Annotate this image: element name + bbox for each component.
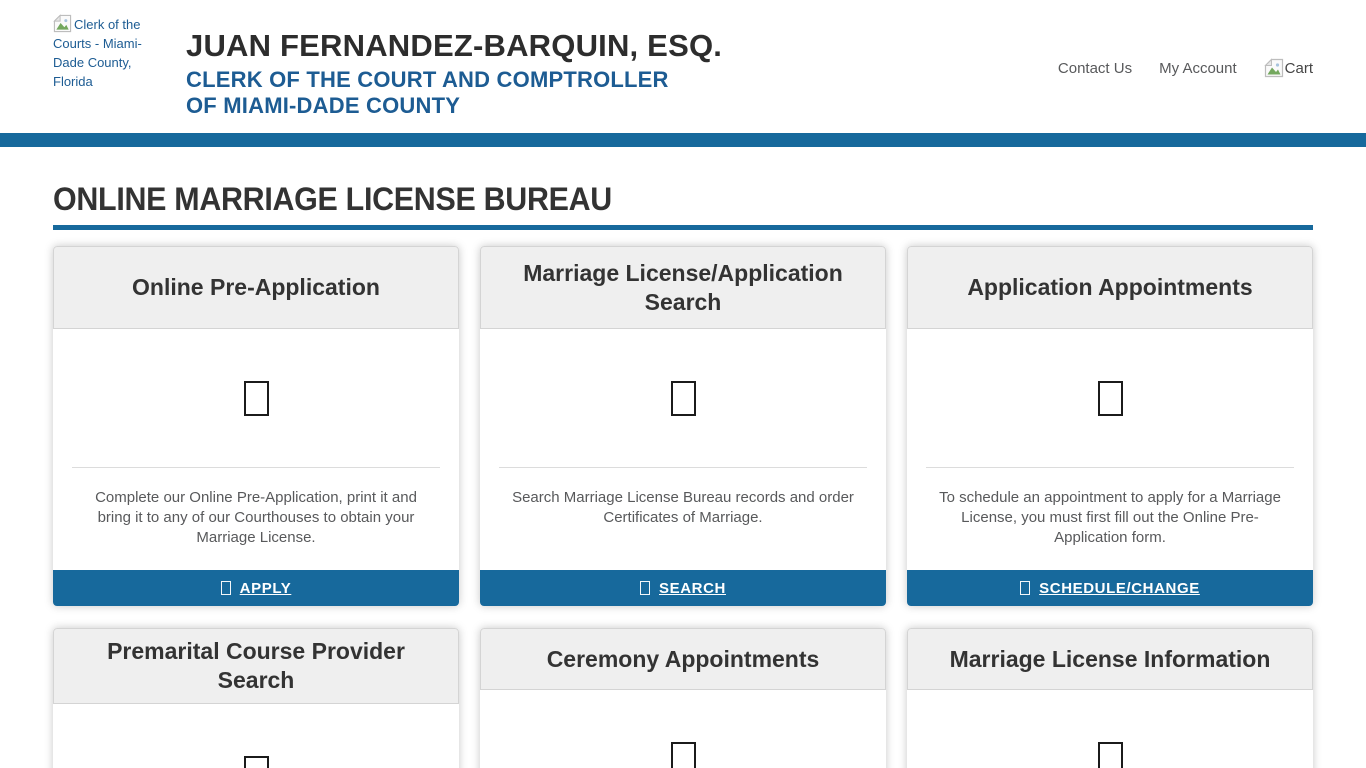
- site-header: [0, 0, 1366, 133]
- broken-image-icon: [1264, 58, 1284, 78]
- card-icon-area: [907, 329, 1313, 467]
- clerk-logo-broken-image[interactable]: [53, 14, 163, 91]
- card-grid: [53, 246, 1313, 768]
- card-application-appointments: [907, 246, 1313, 606]
- card-header: [53, 628, 459, 704]
- apply-button[interactable]: [53, 570, 459, 606]
- card-title: Premarital Course Provider Search: [107, 638, 405, 693]
- card-title: Marriage License/Application Search: [523, 259, 843, 315]
- card-description: To schedule an appointment to apply for a Marriage License, you must first fill out the Online Pre-Application form.: [939, 489, 1281, 546]
- card-title: Application Appointments: [967, 274, 1253, 300]
- card-title: Ceremony Appointments: [546, 645, 820, 672]
- contact-us-link[interactable]: Contact Us: [1057, 59, 1133, 77]
- cart-label: Cart: [1284, 59, 1313, 77]
- my-account-link[interactable]: My Account: [1159, 59, 1237, 77]
- search-link[interactable]: SEARCH: [659, 579, 726, 597]
- card-header: [907, 246, 1313, 329]
- missing-glyph-icon: [671, 381, 696, 416]
- card-description: Complete our Online Pre-Application, print it and bring it to any of our Courthouses to obtain your Marriage License.: [95, 489, 417, 546]
- subtitle-line-2: OF MIAMI-DADE COUNTY: [186, 93, 461, 118]
- card-header: [53, 246, 459, 329]
- header-nav: [1058, 58, 1313, 78]
- broken-image-icon: [53, 14, 72, 33]
- card-marriage-license-search: [480, 246, 886, 606]
- page-title-underline: [53, 225, 1313, 230]
- card-ceremony-appointments: [480, 628, 886, 768]
- header-accent-bar: [0, 133, 1366, 147]
- card-premarital-course-provider-search: [53, 628, 459, 768]
- subtitle-line-1: CLERK OF THE COURT AND COMPTROLLER: [186, 67, 669, 92]
- clerk-name-title: JUAN FERNANDEZ-BARQUIN, ESQ.: [186, 28, 723, 63]
- missing-glyph-icon: [640, 581, 650, 595]
- missing-glyph-icon: [1098, 381, 1123, 416]
- card-header: [480, 628, 886, 690]
- card-icon-area: [907, 690, 1313, 768]
- missing-glyph-icon: [244, 381, 269, 416]
- card-icon-area: [480, 329, 886, 467]
- missing-glyph-icon: [1098, 742, 1123, 768]
- card-icon-area: [480, 690, 886, 768]
- apply-link[interactable]: APPLY: [239, 579, 292, 597]
- cart-link[interactable]: [1264, 58, 1313, 78]
- page-title: ONLINE MARRIAGE LICENSE BUREAU: [53, 181, 612, 217]
- card-title: Online Pre-Application: [132, 274, 380, 300]
- card-marriage-license-information: [907, 628, 1313, 768]
- missing-glyph-icon: [221, 581, 231, 595]
- missing-glyph-icon: [244, 756, 269, 768]
- card-icon-area: [53, 329, 459, 467]
- search-button[interactable]: [480, 570, 886, 606]
- card-header: [480, 246, 886, 329]
- card-icon-area: [53, 704, 459, 768]
- card-header: [907, 628, 1313, 690]
- schedule-change-button[interactable]: [907, 570, 1313, 606]
- card-online-pre-application: [53, 246, 459, 606]
- card-title: Marriage License Information: [949, 645, 1271, 672]
- missing-glyph-icon: [671, 742, 696, 768]
- schedule-change-link[interactable]: SCHEDULE/CHANGE: [1039, 579, 1200, 597]
- card-description: Search Marriage License Bureau records and order Certificates of Marriage.: [512, 489, 854, 526]
- logo-alt-text: Clerk of the Courts - Miami-Dade County, Florida: [53, 17, 142, 89]
- missing-glyph-icon: [1020, 581, 1030, 595]
- main-content: [0, 147, 1366, 768]
